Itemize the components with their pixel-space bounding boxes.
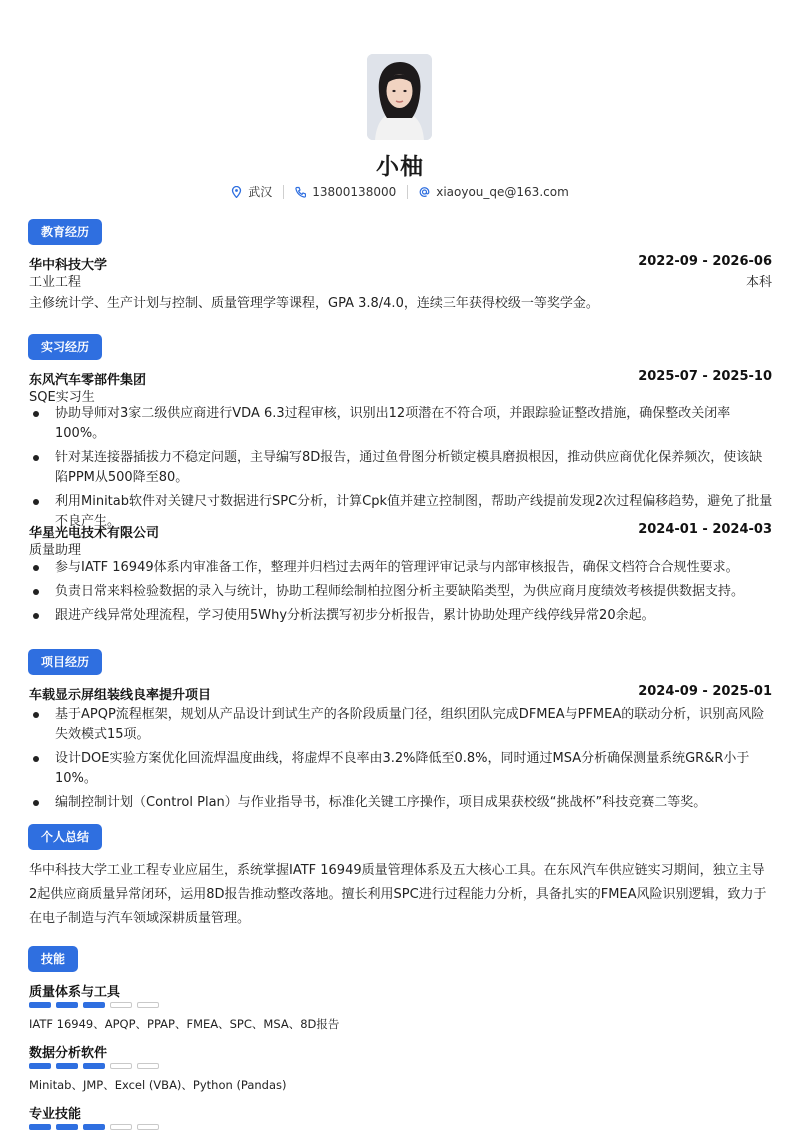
summary-text: 华中科技大学工业工程专业应届生，系统掌握IATF 16949质量管理体系及五大核心工具。在东风汽车供应链实习期间，独立主导2起供应商质量异常闭环，运用8D报告推动整改落地。擅长利用SPC进行过程能力分析，具备扎实的FMEA风险识别逻辑，致力于在电子制造与汽车领域深耕质量管理。 [29,863,767,926]
internship-dates: 2025-07 - 2025-10 [638,369,772,384]
internship-bullets [29,558,774,630]
skill-level-segment [56,1063,78,1069]
internship-header [29,369,772,387]
skill-level-segment [137,1124,159,1130]
project-dates: 2024-09 - 2025-01 [638,684,772,699]
contact-phone [284,185,407,199]
list-item: 协助导师对3家二级供应商进行VDA 6.3过程审核，识别出12项潜在不符合项，并跟踪验证整改措施，确保整改关闭率100%。 [29,404,774,444]
contact-email-text[interactable]: xiaoyou_qe@163.com [436,184,569,199]
section-heading-internship: 实习经历 [28,334,102,360]
company-name: 东风汽车零部件集团 [29,373,147,388]
skill-level-segment [56,1124,78,1130]
education-dates: 2022-09 - 2026-06 [638,254,772,269]
internship-role: 质量助理 [29,543,82,558]
skill-level-segment [29,1063,51,1069]
education-header [29,254,772,272]
skill-level-segment [83,1063,105,1069]
contact-phone-text[interactable]: 13800138000 [312,184,397,199]
company-name: 华星光电技术有限公司 [29,526,160,541]
internship-dates: 2024-01 - 2024-03 [638,522,772,537]
skill-name: 质量体系与工具 [29,985,121,1000]
avatar [367,54,432,140]
list-item: 针对某连接器插拔力不稳定问题，主导编写8D报告，通过鱼骨图分析锁定模具磨损根因，推动供应商优化保养频次，使该缺陷PPM从500降至80。 [29,448,774,488]
avatar-portrait-icon [367,54,432,140]
skill-level-segment [110,1124,132,1130]
project-name: 车载显示屏组装线良率提升项目 [29,688,212,703]
at-sign-icon [419,186,430,198]
education-major: 工业工程 [29,275,82,290]
internship-role-row [29,386,772,404]
skill-level-segment [56,1002,78,1008]
list-item: 基于APQP流程框架，规划从产品设计到试生产的各阶段质量门径，组织团队完成DFMEA与PFMEA的联动分析，识别高风险失效模式15项。 [29,705,774,745]
skill-name: 专业技能 [29,1107,82,1122]
list-item: 参与IATF 16949体系内审准备工作，整理并归档过去两年的管理评审记录与内部审核报告，确保文档符合合规性要求。 [29,558,774,578]
skill-level-segment [29,1124,51,1130]
skill-level-segment [83,1124,105,1130]
skill-name: 数据分析软件 [29,1046,108,1061]
contact-location-text: 武汉 [248,185,273,199]
internship-role-row [29,539,772,557]
skill-level-bar [29,1063,159,1069]
skill-level-segment [29,1002,51,1008]
skill-level-segment [110,1063,132,1069]
internship-header [29,522,772,540]
section-heading-skills: 技能 [28,946,78,972]
contact-bar [0,183,800,200]
section-heading-summary: 个人总结 [28,824,102,850]
skill-detail: Minitab、JMP、Excel (VBA)、Python (Pandas) [29,1078,287,1092]
skill-level-segment [83,1002,105,1008]
education-degree: 本科 [745,275,772,290]
school-name: 华中科技大学 [29,258,108,273]
project-header [29,684,772,702]
education-subheader [29,271,772,289]
list-item: 跟进产线异常处理流程，学习使用5Why分析法撰写初步分析报告，累计协助处理产线停线异常20余起。 [29,606,774,626]
list-item: 利用Minitab软件对关键尺寸数据进行SPC分析，计算Cpk值并建立控制图，帮助产线提前发现2次过程偏移趋势，避免了批量不良产生。 [29,492,774,532]
skill-level-bar [29,1124,159,1130]
education-description: 主修统计学、生产计划与控制、质量管理学等课程，GPA 3.8/4.0，连续三年获得校级一等奖学金。 [29,296,599,311]
skill-detail: IATF 16949、APQP、PPAP、FMEA、SPC、MSA、8D报告 [29,1017,340,1031]
list-item: 编制控制计划（Control Plan）与作业指导书，标准化关键工序操作，项目成果获校级“挑战杯”科技竞赛二等奖。 [29,793,774,813]
contact-email [408,185,580,199]
internship-role: SQE实习生 [29,390,95,405]
list-item: 设计DOE实验方案优化回流焊温度曲线，将虚焊不良率由3.2%降低至0.8%，同时通过MSA分析确保测量系统GR&R小于10%。 [29,749,774,789]
project-bullets [29,705,774,817]
internship-bullets [29,404,774,536]
phone-icon [295,186,306,198]
skill-level-bar [29,1002,159,1008]
skill-level-segment [137,1002,159,1008]
candidate-name: 小柚 [376,154,424,180]
contact-location [220,183,283,200]
skill-level-segment [110,1002,132,1008]
list-item: 负责日常来料检验数据的录入与统计，协助工程师绘制柏拉图分析主要缺陷类型，为供应商月度绩效考核提供数据支持。 [29,582,774,602]
skill-level-segment [137,1063,159,1069]
location-pin-icon [231,186,242,198]
section-heading-education: 教育经历 [28,219,102,245]
section-heading-project: 项目经历 [28,649,102,675]
